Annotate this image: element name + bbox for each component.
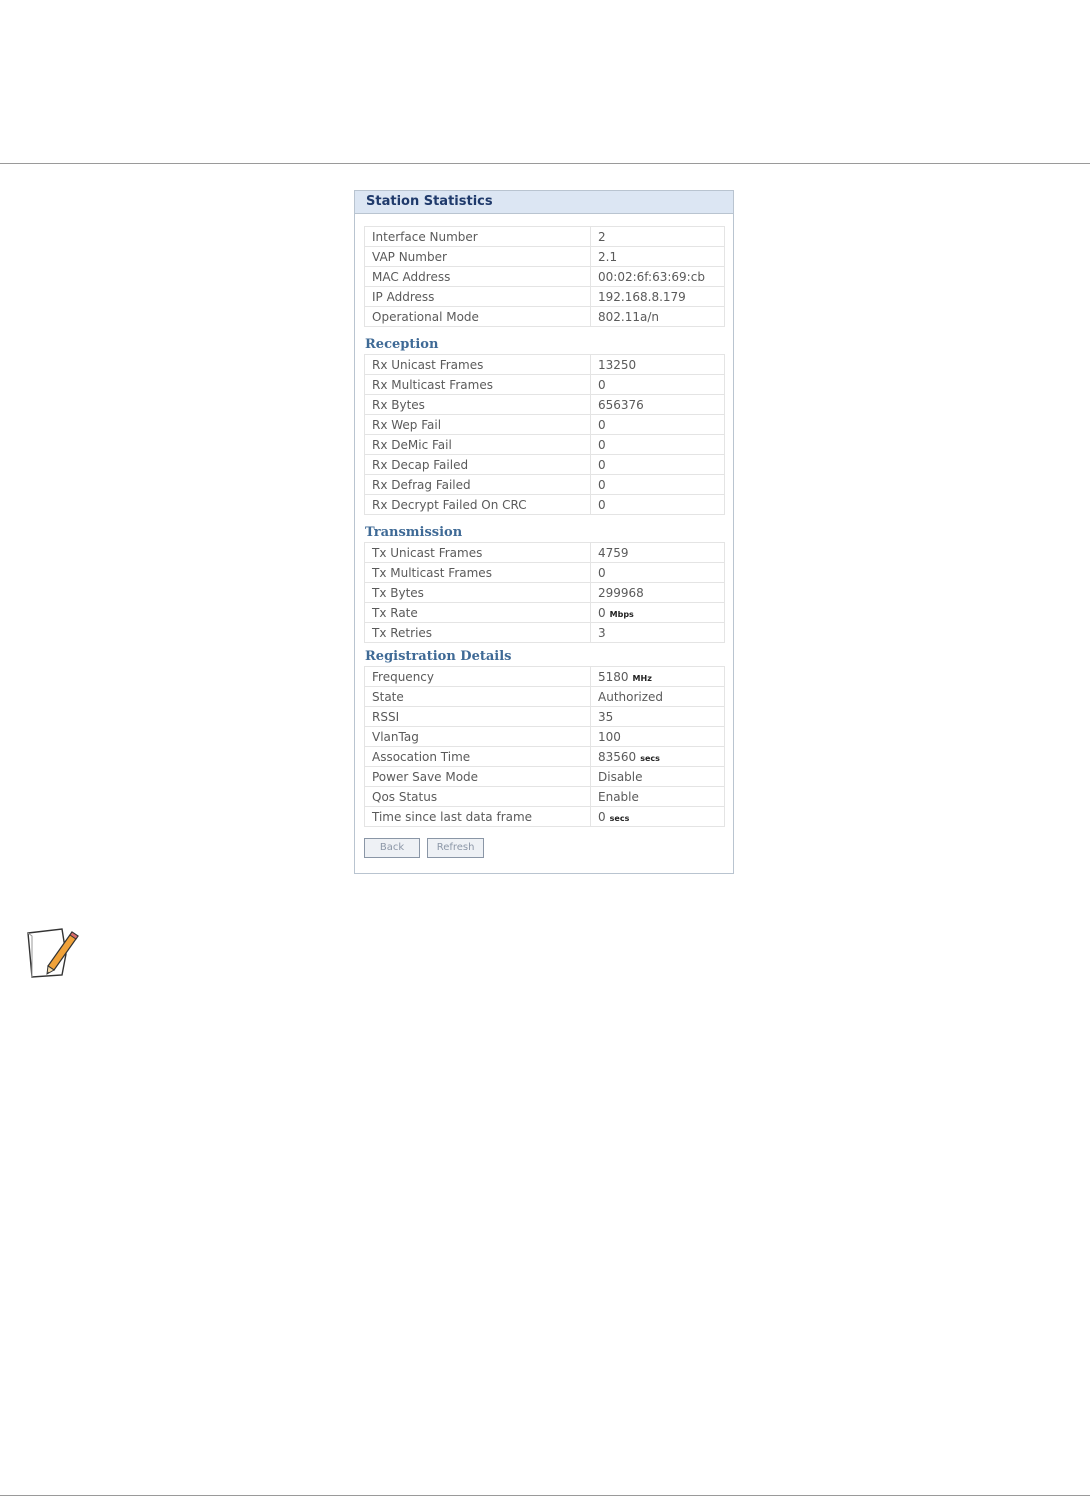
stat-unit: Mbps <box>609 609 634 619</box>
stat-value-cell <box>591 807 725 827</box>
stat-value-cell <box>591 287 725 307</box>
section-title-transmission: Transmission <box>365 525 463 540</box>
stat-label: Assocation Time <box>365 747 591 767</box>
stat-value: Authorized <box>598 689 664 704</box>
stat-value-cell <box>591 787 725 807</box>
stat-value-cell <box>591 247 725 267</box>
stat-unit: secs <box>640 753 660 763</box>
stat-label: Rx Multicast Frames <box>365 375 591 395</box>
stat-value: 0 <box>598 437 606 452</box>
stat-label: Rx DeMic Fail <box>365 435 591 455</box>
station-statistics-panel <box>354 190 734 874</box>
stat-label: Tx Multicast Frames <box>365 563 591 583</box>
general-row <box>365 287 725 307</box>
registration-row <box>365 727 725 747</box>
registration-row <box>365 747 725 767</box>
stat-value-cell <box>591 583 725 603</box>
stat-value-cell <box>591 267 725 287</box>
stat-value-cell <box>591 307 725 327</box>
stat-value: 0 <box>598 477 606 492</box>
section-title-registration: Registration Details <box>365 649 512 664</box>
panel-title: Station Statistics <box>355 191 733 214</box>
stat-value-cell <box>591 747 725 767</box>
stat-unit: MHz <box>632 673 652 683</box>
general-row <box>365 247 725 267</box>
stat-value: 4759 <box>598 545 629 560</box>
stat-value: 00:02:6f:63:69:cb <box>598 269 705 284</box>
stat-label: Time since last data frame <box>365 807 591 827</box>
stat-label: State <box>365 687 591 707</box>
stat-label: VAP Number <box>365 247 591 267</box>
stat-value: 2 <box>598 229 606 244</box>
stat-label: Rx Bytes <box>365 395 591 415</box>
stat-value: 3 <box>598 625 606 640</box>
stat-label: Rx Decap Failed <box>365 455 591 475</box>
general-row <box>365 307 725 327</box>
stat-value-cell <box>591 455 725 475</box>
transmission-row <box>365 583 725 603</box>
stat-label: Rx Wep Fail <box>365 415 591 435</box>
stat-value: 5180 <box>598 669 629 684</box>
stat-value-cell <box>591 395 725 415</box>
stat-value: 35 <box>598 709 614 724</box>
reception-row <box>365 355 725 375</box>
transmission-row <box>365 543 725 563</box>
transmission-table <box>364 542 725 643</box>
stat-label: Rx Decrypt Failed On CRC <box>365 495 591 515</box>
footer-divider <box>0 1495 1090 1496</box>
general-row <box>365 267 725 287</box>
stat-value-cell <box>591 767 725 787</box>
registration-row <box>365 787 725 807</box>
stat-label: MAC Address <box>365 267 591 287</box>
stat-value-cell <box>591 563 725 583</box>
stat-value: 299968 <box>598 585 644 600</box>
reception-row <box>365 375 725 395</box>
stat-value-cell <box>591 603 725 623</box>
stat-value-cell <box>591 375 725 395</box>
stat-value: 0 <box>598 605 606 620</box>
stat-label: Rx Unicast Frames <box>365 355 591 375</box>
reception-row <box>365 395 725 415</box>
stat-value-cell <box>591 227 725 247</box>
stat-value: 0 <box>598 565 606 580</box>
stat-value-cell <box>591 415 725 435</box>
general-table <box>364 226 725 327</box>
stat-unit: secs <box>609 813 630 823</box>
stat-label: Tx Retries <box>365 623 591 643</box>
stat-value: 0 <box>598 417 606 432</box>
registration-row <box>365 687 725 707</box>
stat-label: Tx Unicast Frames <box>365 543 591 563</box>
stat-value: 100 <box>598 729 621 744</box>
stat-value-cell <box>591 727 725 747</box>
note-pencil-icon <box>26 926 82 980</box>
reception-table <box>364 354 725 515</box>
stat-label: Power Save Mode <box>365 767 591 787</box>
stat-value-cell <box>591 623 725 643</box>
stat-label: Rx Defrag Failed <box>365 475 591 495</box>
registration-row <box>365 807 725 827</box>
reception-row <box>365 495 725 515</box>
transmission-row <box>365 623 725 643</box>
stat-value-cell <box>591 707 725 727</box>
stat-value: 13250 <box>598 357 637 372</box>
back-button[interactable]: Back <box>364 838 420 858</box>
reception-row <box>365 455 725 475</box>
section-title-reception: Reception <box>365 337 439 352</box>
stat-value: Enable <box>598 789 639 804</box>
general-row <box>365 227 725 247</box>
reception-row <box>365 415 725 435</box>
header-divider <box>0 163 1090 164</box>
stat-label: Qos Status <box>365 787 591 807</box>
panel-body <box>364 226 725 860</box>
stat-value: 802.11a/n <box>598 309 659 324</box>
stat-label: Tx Rate <box>365 603 591 623</box>
stat-value: 0 <box>598 497 606 512</box>
stat-value: 192.168.8.179 <box>598 289 686 304</box>
button-bar <box>364 838 725 860</box>
stat-label: Tx Bytes <box>365 583 591 603</box>
stat-label: Interface Number <box>365 227 591 247</box>
stat-label: VlanTag <box>365 727 591 747</box>
registration-row <box>365 707 725 727</box>
transmission-row <box>365 603 725 623</box>
reception-row <box>365 475 725 495</box>
registration-row <box>365 667 725 687</box>
stat-value-cell <box>591 435 725 455</box>
stat-label: Frequency <box>365 667 591 687</box>
reception-row <box>365 435 725 455</box>
transmission-row <box>365 563 725 583</box>
stat-value-cell <box>591 543 725 563</box>
stat-value: 0 <box>598 457 606 472</box>
stat-value: 2.1 <box>598 249 618 264</box>
stat-value: Disable <box>598 769 643 784</box>
stat-value-cell <box>591 667 725 687</box>
registration-row <box>365 767 725 787</box>
registration-table <box>364 666 725 827</box>
stat-value: 83560 <box>598 749 637 764</box>
stat-value-cell <box>591 475 725 495</box>
stat-value: 0 <box>598 377 606 392</box>
stat-value: 656376 <box>598 397 644 412</box>
stat-label: Operational Mode <box>365 307 591 327</box>
stat-value: 0 <box>598 809 606 824</box>
stat-value-cell <box>591 355 725 375</box>
stat-value-cell <box>591 687 725 707</box>
stat-label: RSSI <box>365 707 591 727</box>
stat-value-cell <box>591 495 725 515</box>
refresh-button[interactable]: Refresh <box>427 838 484 858</box>
stat-label: IP Address <box>365 287 591 307</box>
